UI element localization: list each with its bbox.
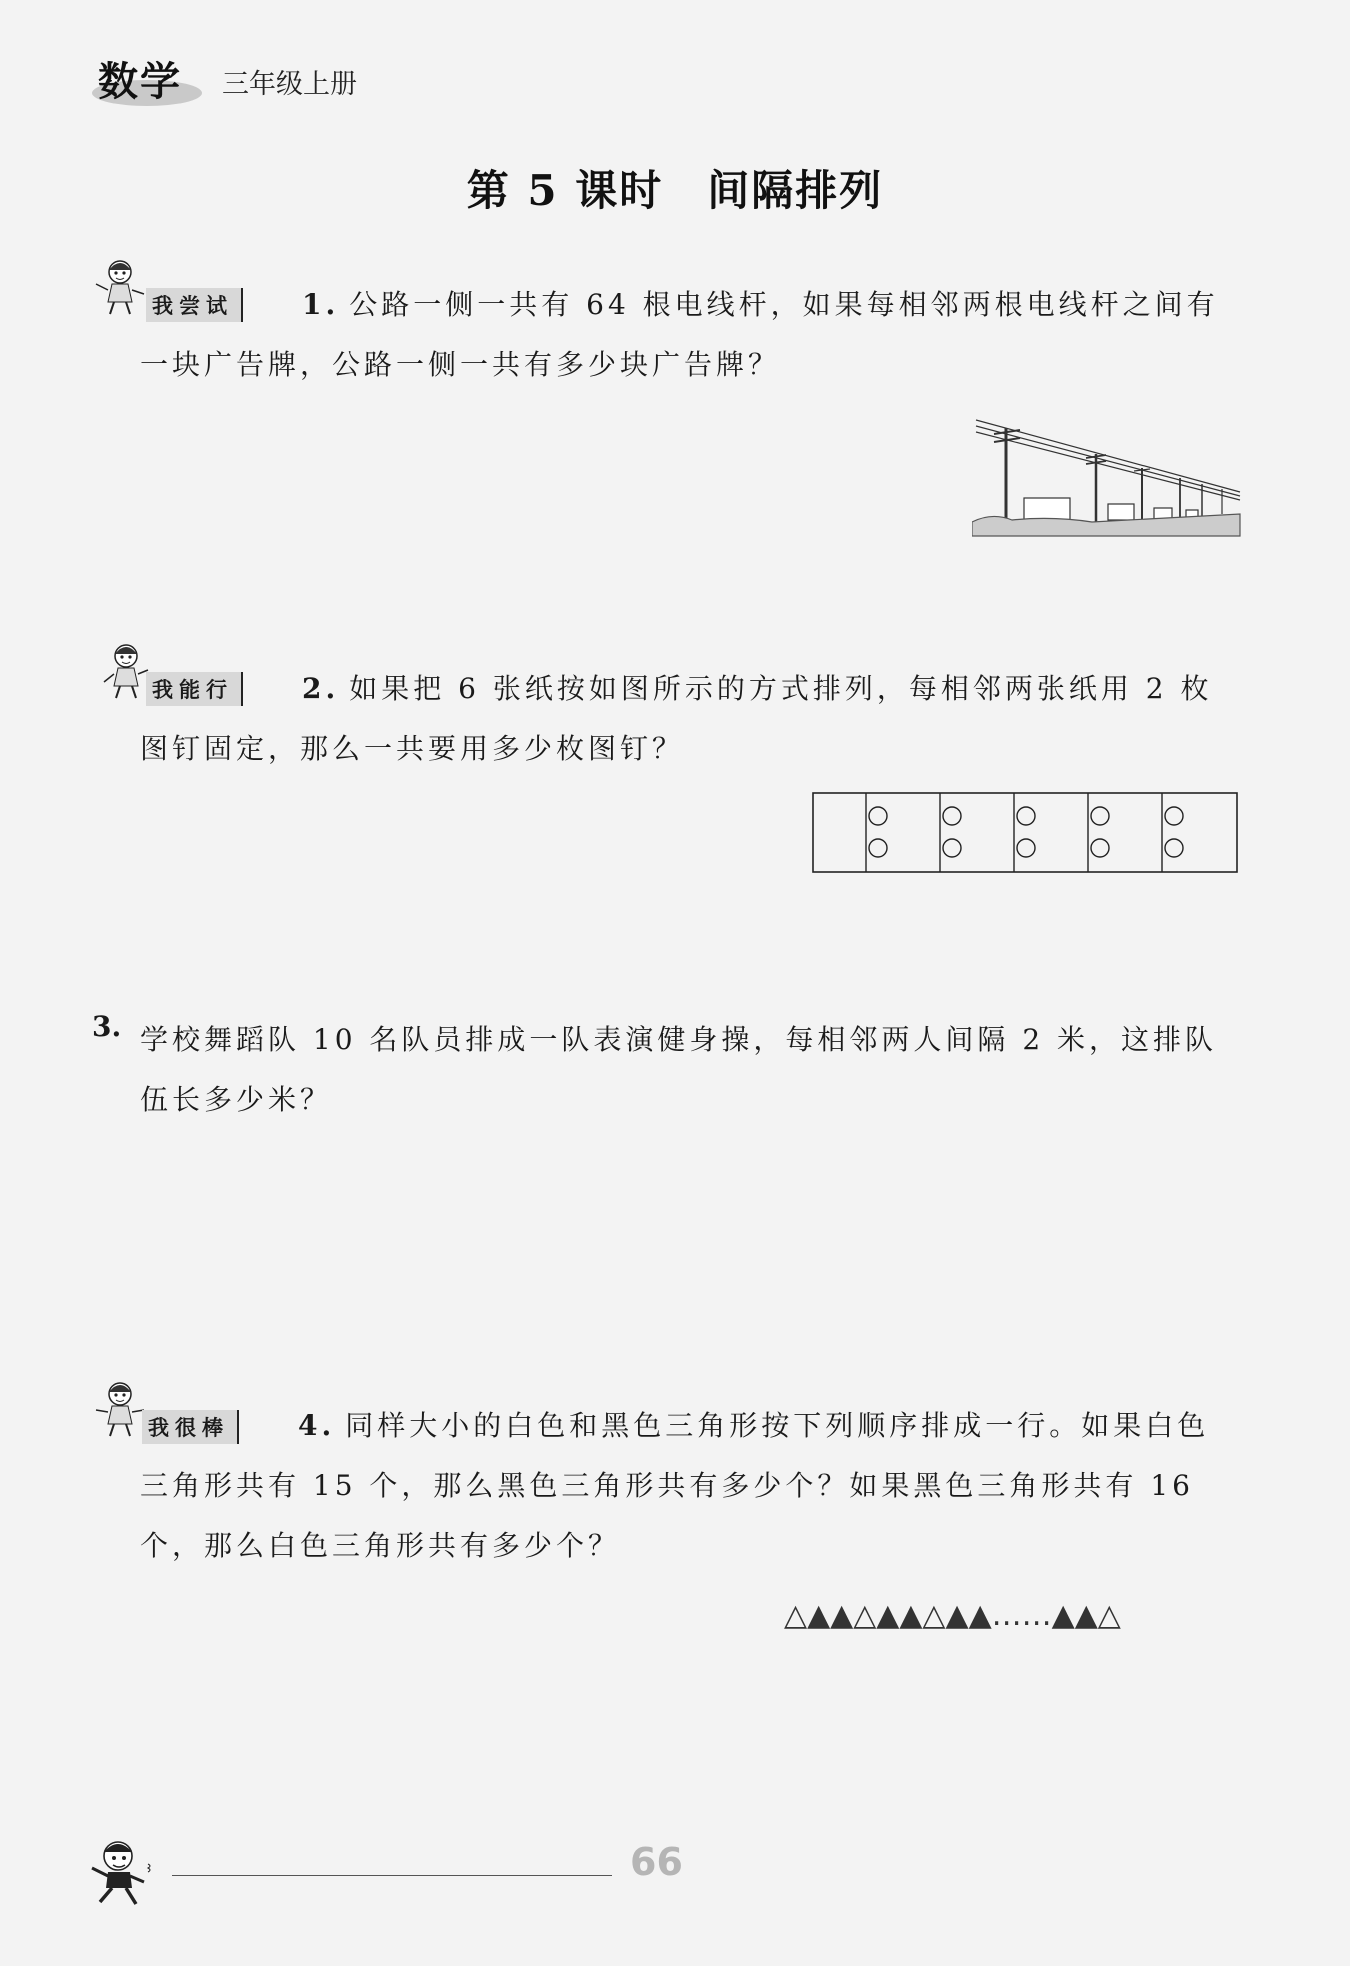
question-1-text: 公路一侧一共有 64 根电线杆，如果每相邻两根电线杆之间有一块广告牌，公路一侧一共有多少块广告牌？ — [140, 288, 1219, 381]
question-4-text: 同样大小的白色和黑色三角形按下列顺序排成一行。如果白色三角形共有 15 个，那么黑色三角形共有多少个？如果黑色三角形共有 16 个，那么白色三角形共有多少个？ — [140, 1409, 1210, 1562]
question-3-text: 学校舞蹈队 10 名队员排成一队表演健身操，每相邻两人间隔 2 米，这排队伍长多少米？ — [140, 1023, 1218, 1116]
footer-rule — [172, 1875, 612, 1876]
running-boy-icon — [84, 1838, 164, 1908]
telephone-poles-illustration — [972, 412, 1242, 540]
badge-can-do: 我能行 — [146, 672, 243, 706]
pinned-papers-diagram — [812, 792, 1238, 874]
page-number: 66 — [630, 1840, 683, 1884]
question-1 — [140, 275, 1240, 395]
badge-try: 我尝试 — [146, 288, 243, 322]
cartoon-girl-icon — [92, 1380, 146, 1440]
badge-great: 我很棒 — [142, 1410, 239, 1444]
lesson-title: 第 5 课时 间隔排列 — [466, 166, 884, 215]
cartoon-girl-icon — [92, 258, 146, 318]
grade-label: 三年级上册 — [222, 69, 357, 100]
question-2 — [140, 659, 1240, 779]
question-3 — [140, 1010, 1240, 1130]
triangle-sequence: △▲▲△▲▲△▲▲……▲▲△ — [784, 1598, 1121, 1633]
question-3-number: 3. — [92, 1010, 122, 1043]
question-1-number: 1. — [302, 288, 340, 321]
question-4 — [140, 1396, 1240, 1576]
question-2-text: 如果把 6 张纸按如图所示的方式排列，每相邻两张纸用 2 枚图钉固定，那么一共要用多少枚图钉？ — [140, 672, 1213, 765]
subject-title: 数学 — [98, 59, 182, 105]
question-2-number: 2. — [302, 672, 340, 705]
question-4-number: 4. — [298, 1409, 336, 1442]
